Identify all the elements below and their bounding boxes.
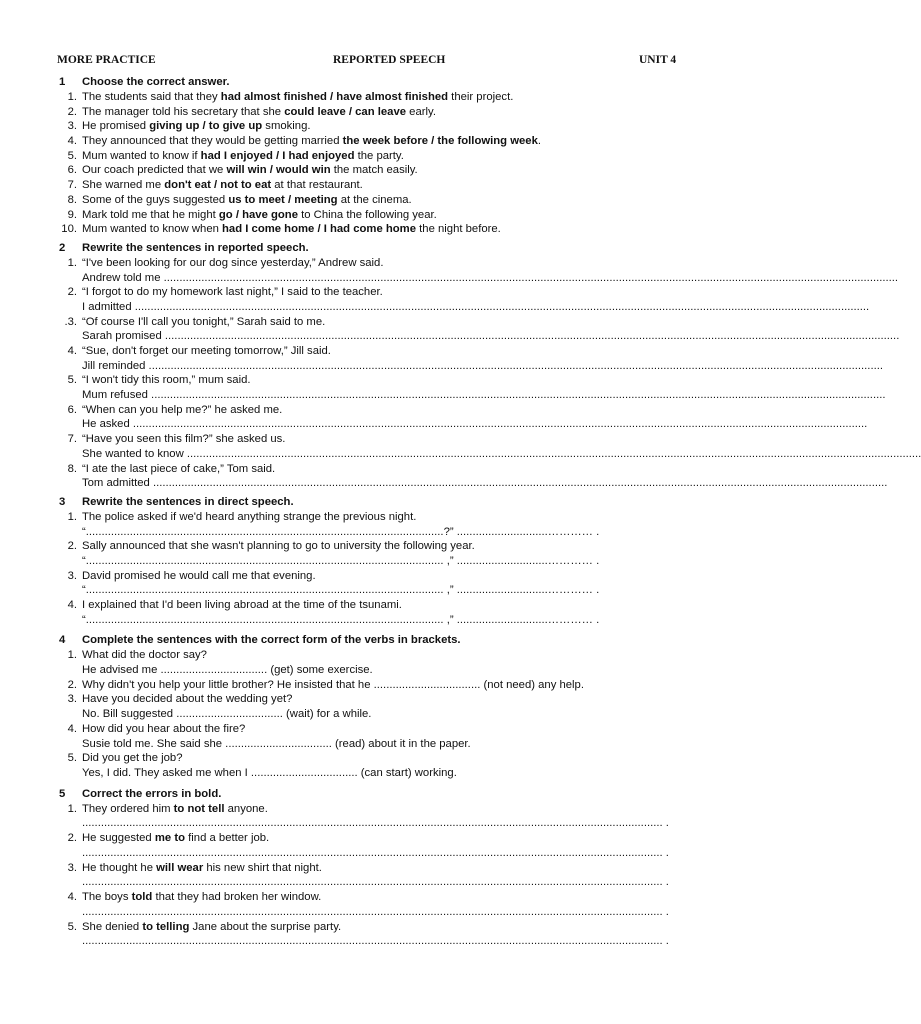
item-number: 1. [67,649,77,662]
item-text [82,193,713,208]
item-quote: “I ate the last piece of cake,” Tom said. [82,462,276,475]
item-number: 2. [67,832,77,845]
worksheet-content [55,75,921,949]
item-number: 5. [67,920,77,933]
item-text-part: Our coach predicted that we [82,164,227,177]
question-item [55,510,713,525]
error-in-bold: will wear [156,861,204,874]
question-item [55,432,713,447]
answer-blank[interactable]: He asked .......................................................................................................................................................................................................................................... [82,418,868,431]
item-number: 1. [67,510,77,523]
question-item [55,648,713,663]
answer-line[interactable] [55,816,713,831]
item-number: 3. [67,120,77,133]
item-text-part: anyone. [224,802,268,815]
item-number: 2. [67,540,77,553]
answer-line[interactable] [55,875,713,890]
question-item [55,802,713,817]
section-1-list [55,90,713,237]
answer-blank[interactable]: ......................................................................................................................................................................................... . [82,846,669,859]
answer-blank[interactable]: Sarah promised .......................................................................................................................................................................................................................................... [82,330,900,343]
item-number: 3. [67,693,77,706]
answer-blank[interactable]: Andrew told me .......................................................................................................................................................................................................................................... [82,271,899,284]
item-text-part: that they had broken her window. [152,891,322,904]
item-response-text: No. Bill suggested .................................. (wait) for a while. [82,708,372,721]
answer-line[interactable] [55,846,713,861]
item-text-part: find a better job. [185,832,270,845]
question-item [55,569,713,584]
section-1-title: 1 Choose the correct answer. [59,76,230,88]
item-text-part: Mum wanted to know if [82,149,201,162]
answer-blank[interactable]: ......................................................................................................................................................................................... . [82,905,669,918]
item-text: How did you hear about the fire? [82,722,246,735]
error-in-bold: told [131,891,153,904]
item-number: 3. [67,861,77,874]
question-item [55,90,713,105]
item-quote: “I won't tidy this room,” mum said. [82,374,251,387]
question-item [55,119,713,134]
header-right: UNIT 4 [639,54,677,66]
item-text: David promised he would call me that evening. [82,569,316,582]
item-text-part: his new shirt that night. [203,861,322,874]
answer-blank[interactable]: “..................................................................................................................?” .............................………… . [82,525,600,538]
question-item [55,344,713,359]
answer-line[interactable] [55,359,883,374]
item-text [82,861,713,876]
answer-choices: giving up / to give up [149,120,263,133]
item-text-part: Mum wanted to know when [82,223,223,236]
item-response [55,766,713,781]
item-quote: “When can you help me?” he asked me. [82,403,283,416]
question-item [55,920,713,935]
answer-choices: go / have gone [218,208,298,221]
item-response-text: Susie told me. She said she .................................. (read) about it in the paper. [82,737,471,750]
item-number: 3. [67,569,77,582]
answer-blank[interactable]: ......................................................................................................................................................................................... . [82,876,669,889]
item-text-part: the match easily. [330,164,418,177]
item-number: 4. [67,722,77,735]
item-text-part: at that restaurant. [271,179,363,192]
item-text-part: smoking. [262,120,311,133]
item-text-part: They announced that they would be getting married [82,135,343,148]
answer-blank[interactable]: Tom admitted .......................................................................................................................................................................................................................................... [82,477,888,490]
answer-blank[interactable]: “.................................................................................................................. ,” .............................………… . [82,613,600,626]
answer-blank[interactable]: ......................................................................................................................................................................................... . [82,817,669,830]
item-text-part: Some of the guys suggested [82,193,229,206]
item-text-part: to China the following year. [297,208,437,221]
answer-blank[interactable]: Jill reminded .......................................................................................................................................................................................................................................... [82,359,883,372]
item-number: 5. [67,752,77,765]
item-text: Why didn't you help your little brother? He insisted that he .................................. (not need) any help. [82,678,584,691]
item-number: 9. [67,208,77,221]
item-number: 1. [67,91,77,103]
item-text-part: She warned me [82,179,165,192]
section-4-title: 4 Complete the sentences with the correct form of the verbs in brackets. [59,634,461,647]
item-text-part: He suggested [82,832,155,845]
section-4-list [55,648,713,780]
item-number: 4. [67,345,77,357]
item-text [82,90,713,105]
answer-choices: don't eat / not to eat [164,179,272,192]
item-number: 1. [67,802,77,815]
item-number: 8. [67,462,77,475]
answer-line[interactable] [55,417,868,432]
item-text [82,208,713,223]
answer-line[interactable] [55,583,713,598]
answer-line[interactable] [55,300,870,315]
item-number: 7. [67,433,77,446]
question-item [55,256,713,271]
item-text: Have you decided about the wedding yet? [82,693,293,706]
error-in-bold: me to [154,832,185,845]
item-text-part: He thought he [82,861,157,874]
item-text [82,890,713,905]
answer-choices: could leave / can leave [284,105,407,118]
answer-choices: will win / would win [226,164,331,177]
item-text-part: the night before. [416,223,501,236]
item-text-part: the party. [354,149,404,162]
item-text [82,920,713,935]
item-text [82,134,713,149]
section-5-title: 5 Correct the errors in bold. [59,787,222,800]
answer-blank[interactable]: She wanted to know .......................................................................................................................................................................................................................................... [82,447,921,460]
question-item [55,722,713,737]
answer-line[interactable] [55,905,713,920]
item-text [82,222,713,237]
item-text [82,149,713,164]
answer-choices: had I come home / I had come home [222,223,417,236]
answer-line[interactable] [55,525,713,540]
question-item [55,598,713,613]
item-quote: “Sue, don't forget our meeting tomorrow,” Jill said. [82,345,331,357]
item-text-part: at the cinema. [337,193,412,206]
item-text: I explained that I'd been living abroad at the time of the tsunami. [82,599,402,611]
answer-choices: the week before / the following week [342,135,538,148]
answer-line[interactable] [55,554,713,569]
header-center: REPORTED SPEECH [333,54,446,66]
question-item [55,373,713,388]
item-number: 4. [67,135,77,148]
item-number: 4. [67,599,77,611]
question-item [55,285,713,300]
item-text [82,163,713,178]
item-text [82,802,713,817]
question-item [55,134,713,149]
section-2-list [55,256,921,491]
item-number: 1. [67,256,77,269]
error-in-bold: to telling [142,920,190,933]
answer-blank[interactable]: “.................................................................................................................. ,” .............................………… . [82,584,600,597]
answer-blank[interactable]: I admitted .......................................................................................................................................................................................................................................... [82,300,870,313]
section-3-title: 3 Rewrite the sentences in direct speech. [59,495,294,508]
page-header [57,54,683,70]
question-item [55,163,713,178]
item-text [82,105,713,120]
item-text-part: The manager told his secretary that she [82,105,285,118]
item-number: 10. [61,223,77,236]
answer-line[interactable] [55,271,899,286]
question-item [55,403,713,418]
item-text [82,178,713,193]
answer-choices: had almost finished / have almost finished [220,91,449,103]
item-number: 5. [67,374,77,387]
item-text-part: She denied [82,920,143,933]
item-number: .3. [64,315,77,328]
item-response [55,707,713,722]
question-item [55,539,713,554]
question-item [55,208,713,223]
item-text-part: He promised [82,120,150,133]
item-text [82,119,713,134]
answer-blank[interactable]: Mum refused .......................................................................................................................................................................................................................................... [82,389,886,402]
item-number: 2. [67,105,77,118]
item-text-part: Jane about the surprise party. [189,920,342,933]
item-text-part: The students said that they [82,91,221,103]
question-item [55,222,713,237]
answer-line[interactable] [55,329,900,344]
section-3-list [55,510,713,628]
question-item [55,105,713,120]
item-quote: “I've been looking for our dog since yesterday,” Andrew said. [82,256,384,269]
item-number: 2. [67,678,77,691]
question-item [55,193,713,208]
item-text: Sally announced that she wasn't planning to go to university the following year. [82,540,475,553]
error-in-bold: to not tell [173,802,225,815]
answer-blank[interactable]: “.................................................................................................................. ,” .............................………… . [82,554,600,567]
question-item [55,149,713,164]
item-text-part: their project. [448,91,514,103]
item-text-part: Mark told me that he might [82,208,219,221]
answer-choices: us to meet / meeting [228,193,338,206]
item-response-text: Yes, I did. They asked me when I .................................. (can start) working. [82,766,457,779]
item-number: 7. [67,179,77,192]
answer-choices: had I enjoyed / I had enjoyed [200,149,355,162]
item-number: 8. [67,193,77,206]
item-quote: “Of course I'll call you tonight,” Sarah said to me. [82,315,326,328]
answer-line[interactable] [55,613,713,628]
item-text-part: The boys [82,891,132,904]
item-number: 6. [67,164,77,177]
item-text: The police asked if we'd heard anything strange the previous night. [82,510,417,523]
item-response [55,737,713,752]
question-item [55,890,713,905]
item-quote: “I forgot to do my homework last night,” I said to the teacher. [82,286,383,299]
item-text-part: They ordered him [82,802,174,815]
item-number: 2. [67,286,77,299]
question-item [55,692,713,707]
item-response [55,663,713,678]
question-item [55,678,713,693]
item-response-text: He advised me .................................. (get) some exercise. [82,664,373,677]
answer-line[interactable] [55,388,886,403]
question-item [55,315,713,330]
item-text-part: . [537,135,541,148]
question-item [55,861,713,876]
item-number: 4. [67,891,77,904]
question-item [55,462,713,477]
section-2-title: 2 Rewrite the sentences in reported speech. [59,241,309,254]
section-5-list [55,802,713,949]
item-text [82,831,713,846]
answer-line[interactable] [55,447,921,462]
item-text-part: early. [406,105,436,118]
item-text: What did the doctor say? [82,649,207,662]
item-number: 6. [67,403,77,416]
item-text: Did you get the job? [82,752,183,765]
question-item [55,178,713,193]
header-left: MORE PRACTICE [57,54,156,66]
answer-blank[interactable]: ......................................................................................................................................................................................... . [82,935,669,948]
answer-line[interactable] [55,476,888,491]
answer-line[interactable] [55,934,713,949]
item-quote: “Have you seen this film?” she asked us. [82,433,286,446]
question-item [55,751,713,766]
item-number: 5. [67,149,77,162]
question-item [55,831,713,846]
